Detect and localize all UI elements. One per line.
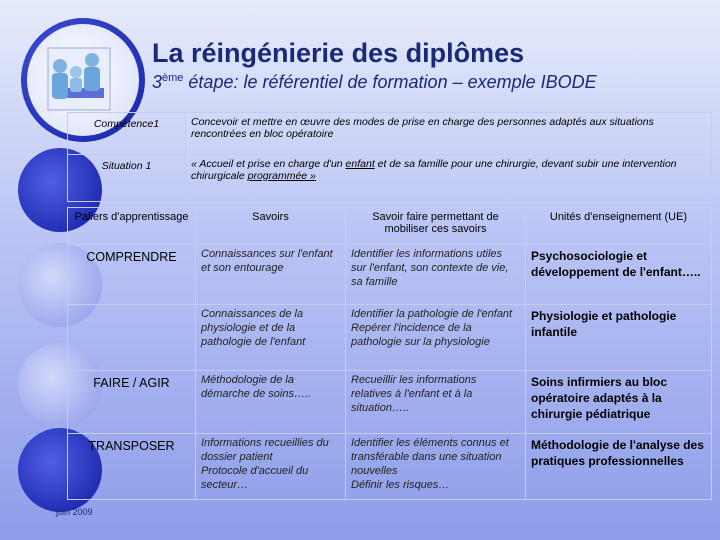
palier-transposer: TRANSPOSER (68, 434, 196, 500)
palier-faire-agir: FAIRE / AGIR (68, 371, 196, 434)
savoir-faire-cell: Identifier les informations utiles sur l'enfant, son contexte de vie, sa famille (346, 245, 526, 305)
savoirs-cell: Connaissances de la physiologie et de la pathologie de l'enfant (196, 305, 346, 371)
table-row (68, 371, 712, 434)
palier-comprendre: COMPRENDRE (68, 245, 196, 305)
competence-label: Compétence1 (68, 113, 186, 155)
surgeons-icon (48, 48, 110, 110)
header-savoirs: Savoirs (196, 208, 346, 245)
footer-date: juin 2009 (56, 507, 93, 517)
header-paliers: Paliers d'apprentissage (68, 208, 196, 245)
table-row (68, 305, 712, 371)
header-savoir-faire: Savoir faire permettant de mobiliser ces savoirs (346, 208, 526, 245)
competence-text: Concevoir et mettre en œuvre des modes de prise en charge des personnes adaptés aux situations rencontrées en bloc opératoire (186, 113, 712, 155)
page-subtitle: 3ème étape: le référentiel de formation – exemple IBODE (152, 72, 597, 92)
savoirs-cell: Informations recueillies du dossier patient Protocole d'accueil du secteur… (196, 434, 346, 500)
situation-text: « Accueil et prise en charge d'un enfant et de sa famille pour une chirurgie, devant subir une intervention chirurgicale programmée » (186, 155, 712, 202)
learning-grid (67, 207, 712, 500)
palier-empty (68, 305, 196, 371)
savoir-faire-cell: Identifier la pathologie de l'enfant Repérer l'incidence de la pathologie sur la physiologie (346, 305, 526, 371)
page-title: La réingénierie des diplômes (152, 38, 525, 68)
ue-cell: Méthodologie de l'analyse des pratiques professionnelles (526, 434, 712, 500)
situation-label: Situation 1 (68, 155, 186, 202)
savoirs-cell: Méthodologie de la démarche de soins….. (196, 371, 346, 434)
competence-row (68, 113, 712, 155)
situation-link-programmee: programmée » (247, 170, 316, 182)
savoir-faire-cell: Recueillir les informations relatives à l'enfant et à la situation….. (346, 371, 526, 434)
savoir-faire-cell: Identifier les éléments connus et transférable dans une situation nouvelles Définir les risques… (346, 434, 526, 500)
ue-cell: Soins infirmiers au bloc opératoire adaptés à la chirurgie pédiatrique (526, 371, 712, 434)
situation-row (68, 155, 712, 202)
header-ue: Unités d'enseignement (UE) (526, 208, 712, 245)
ue-cell: Psychosociologie et développement de l'enfant….. (526, 245, 712, 305)
savoirs-cell: Connaissances sur l'enfant et son entourage (196, 245, 346, 305)
situation-link-enfant: enfant (345, 158, 375, 170)
table-row (68, 245, 712, 305)
grid-header-row (68, 208, 712, 245)
ue-cell: Physiologie et pathologie infantile (526, 305, 712, 371)
table-row (68, 434, 712, 500)
competence-table (67, 112, 712, 202)
